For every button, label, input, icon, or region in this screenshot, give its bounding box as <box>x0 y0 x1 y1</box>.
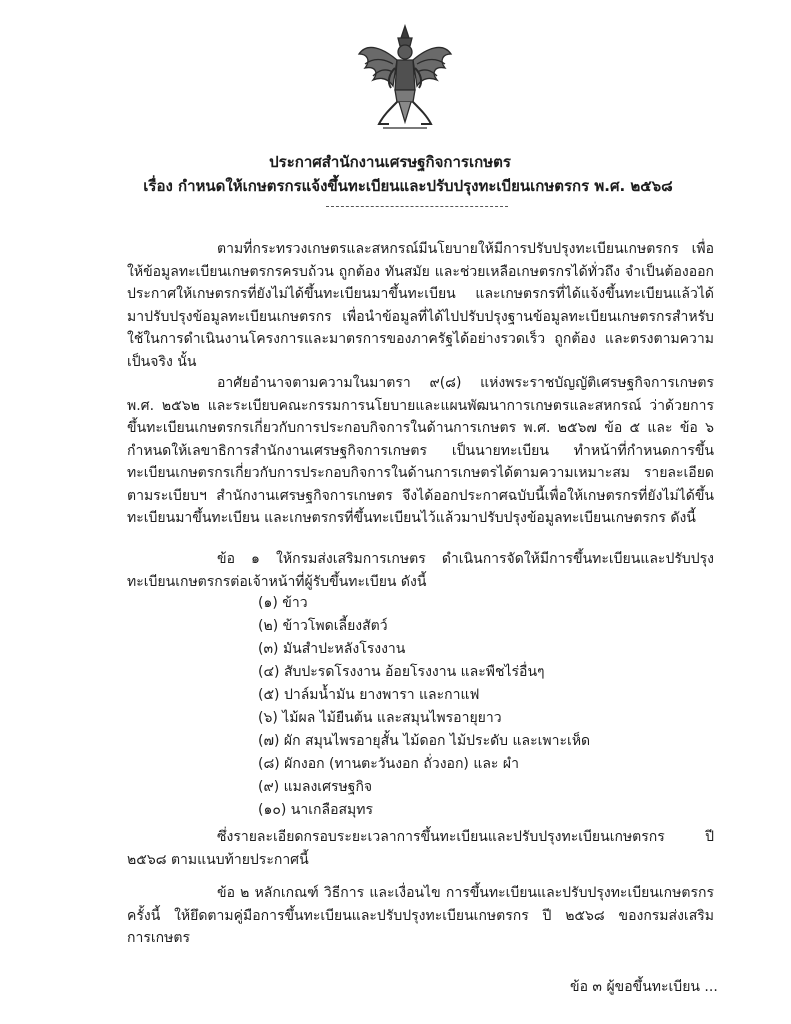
list-item: (๕) ปาล์มน้ำมัน ยางพารา และกาแฟ <box>258 687 480 703</box>
clause-1-note-text: ซึ่งรายละเอียดกรอบระยะเวลาการขึ้นทะเบียนและปรับปรุงทะเบียนเกษตรกร ปี ๒๕๖๘ ตามแนบท้ายประกาศนี้ <box>127 829 714 868</box>
preamble-text: ตามที่กระทรวงเกษตรและสหกรณ์มีนโยบายให้มีการปรับปรุงทะเบียนเกษตรกร เพื่อให้ข้อมูลทะเบียนเกษตรกรครบถ้วน ถูกต้อง ทันสมัย และช่วยเหลือเกษตรกรได้ทั่วถึง จำเป็นต้องออกประกาศให้เกษตรกรที่ยังไม่ได้ขึ้นทะเบียนมาขึ้นทะเบียน และเกษตรกรที่ได้แจ้งขึ้นทะเบียนแล้วได้มาปรับปรุงข้อมูลทะเบียนเกษตรกร เพื่อนำข้อมูลที่ได้ไปปรับปรุงฐานข้อมูลทะเบียนเกษตรกรสำหรับใช้ในการดำเนินงานโครงการและมาตรการของภาครัฐได้อย่างรวดเร็ว ถูกต้อง และตรงตามความเป็นจริง นั้น <box>127 241 714 370</box>
garuda-emblem-icon <box>353 24 457 136</box>
clause-2-text: ข้อ ๒ หลักเกณฑ์ วิธีการ และเงื่อนไข การขึ้นทะเบียนและปรับปรุงทะเบียนเกษตรกรครั้งนี้ ให้ยึดตามคู่มือการขึ้นทะเบียนและปรับปรุงทะเบียนเกษตรกร ปี ๒๕๖๘ ของกรมส่งเสริมการเกษตร <box>127 885 714 946</box>
announcement-subject: เรื่อง กำหนดให้เกษตรกรแจ้งขึ้นทะเบียนและปรับปรุงทะเบียนเกษตรกร พ.ศ. ๒๕๖๘ <box>143 177 673 195</box>
list-item: (๘) ผักงอก (ทานตะวันงอก ถั่วงอก) และ ผำ <box>258 756 519 772</box>
list-item: (๗) ผัก สมุนไพรอายุสั้น ไม้ดอก ไม้ประดับ และเพาะเห็ด <box>258 733 591 749</box>
list-item: (๑๐) นาเกลือสมุทร <box>258 802 374 818</box>
list-item: (๔) สับปะรดโรงงาน อ้อยโรงงาน และพืชไร่อื่นๆ <box>258 664 545 680</box>
list-item: (๒) ข้าวโพดเลี้ยงสัตว์ <box>258 618 388 634</box>
authority-paragraph <box>127 372 714 530</box>
clause-1-text: ข้อ ๑ ให้กรมส่งเสริมการเกษตร ดำเนินการจัดให้มีการขึ้นทะเบียนและปรับปรุงทะเบียนเกษตรกรต่อเจ้าหน้าที่ผู้รับขึ้นทะเบียน ดังนี้ <box>127 551 714 590</box>
authority-text: อาศัยอำนาจตามความในมาตรา ๙(๘) แห่งพระราชบัญญัติเศรษฐกิจการเกษตร พ.ศ. ๒๕๖๒ และระเบียบคณะกรรมการนโยบายและแผนพัฒนาการเกษตรและสหกรณ์ ว่าด้วยการขึ้นทะเบียนเกษตรกรเกี่ยวกับการประกอบกิจการในด้านการเกษตร พ.ศ. ๒๕๖๗ ข้อ ๕ และ ข้อ ๖ กำหนดให้เลขาธิการสำนักงานเศรษฐกิจการเกษตร เป็นนายทะเบียน ทำหน้าที่กำหนดการขึ้นทะเบียนเกษตรกรเกี่ยวกับการประกอบกิจการในด้านการเกษตรได้ตามความเหมาะสม รายละเอียดตามระเบียบฯ สำนักงานเศรษฐกิจการเกษตร จึงได้ออกประกาศฉบับนี้เพื่อให้เกษตรกรที่ยังไม่ได้ขึ้นทะเบียนมาขึ้นทะเบียน และเกษตรกรที่ขึ้นทะเบียนไว้แล้วมาปรับปรุงข้อมูลทะเบียนเกษตรกร ดังนี้ <box>127 375 714 526</box>
crop-list <box>258 592 590 822</box>
list-item: (๙) แมลงเศรษฐกิจ <box>258 779 373 795</box>
clause-2 <box>127 882 714 950</box>
clause-1 <box>127 548 714 593</box>
continuation-note: ข้อ ๓ ผู้ขอขึ้นทะเบียน ... <box>570 979 718 995</box>
preamble-paragraph <box>127 238 714 373</box>
list-item: (๖) ไม้ผล ไม้ยืนต้น และสมุนไพรอายุยาว <box>258 710 502 726</box>
list-item: (๑) ข้าว <box>258 595 308 611</box>
list-item: (๓) มันสำปะหลังโรงงาน <box>258 641 406 657</box>
title-divider <box>326 206 508 207</box>
announcement-title: ประกาศสำนักงานเศรษฐกิจการเกษตร <box>269 153 511 171</box>
clause-1-note <box>127 826 714 871</box>
